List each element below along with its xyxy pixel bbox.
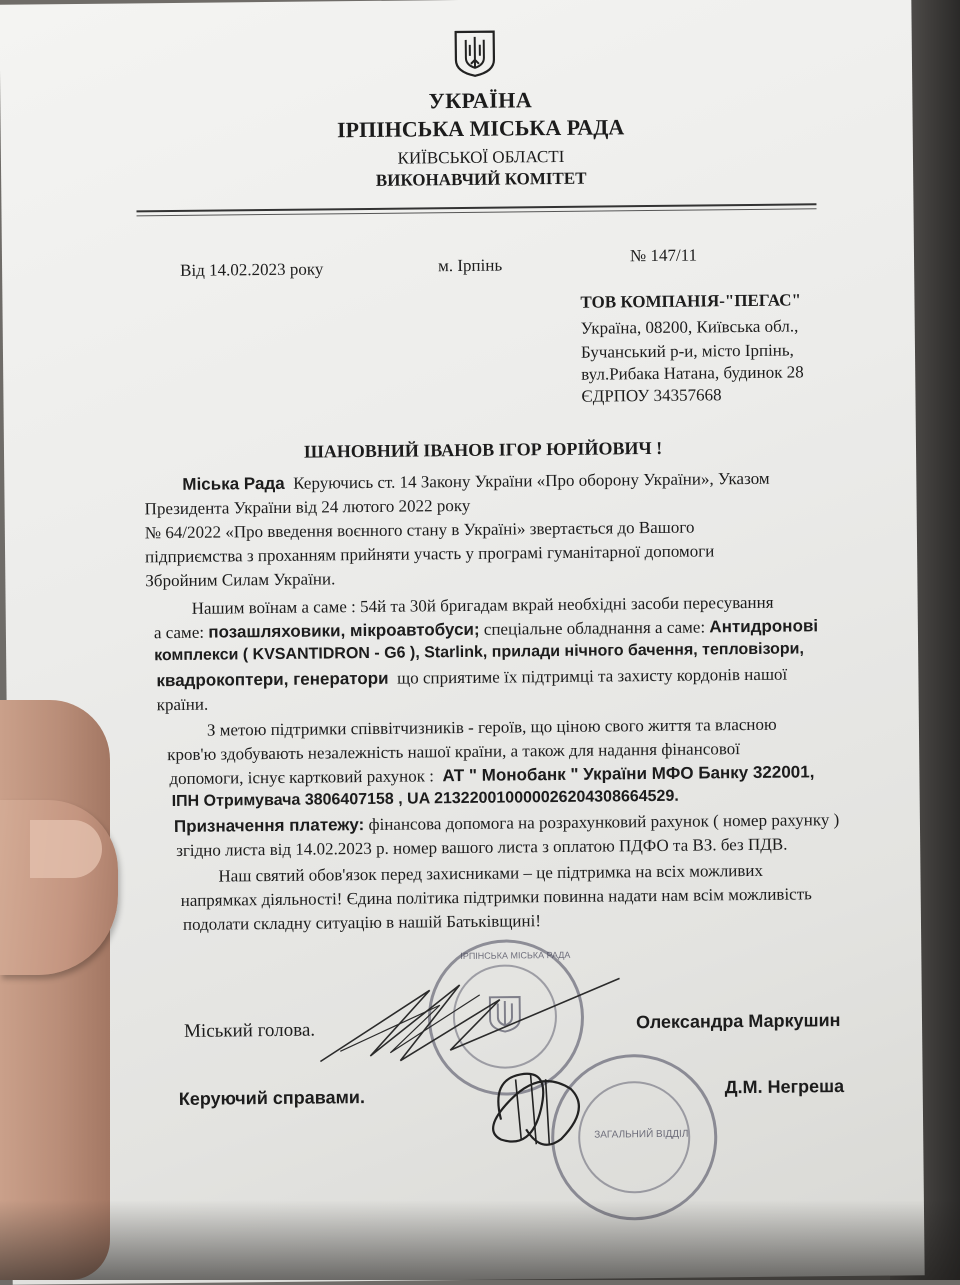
thumbnail bbox=[30, 820, 102, 878]
body-line: № 64/2022 «Про введення воєнного стану в Україні» звертається до Вашого bbox=[144, 517, 695, 543]
recipient-address-line1: Україна, 08200, Київська обл., bbox=[580, 316, 799, 338]
body-line: кров'ю здобувають незалежність нашої країни, а також для надання фінансової bbox=[167, 739, 741, 765]
body-line: Наш святий обов'язок перед захисниками – це підтримка на всіх можливих bbox=[218, 860, 764, 886]
body-line: Збройним Силам України. bbox=[145, 569, 336, 591]
body-line: напрямках діяльності! Єдина політика підтримки повинна надати нам всім можливість bbox=[180, 884, 812, 910]
header-country: УКРАЇНА bbox=[428, 87, 533, 114]
body-line: згідно листа від 14.02.2023 р. номер вашого листа з оплатою ПДФО та ВЗ. без ПДВ. bbox=[176, 834, 788, 861]
letter-number: № 147/11 bbox=[629, 245, 698, 266]
hand bbox=[0, 700, 110, 1280]
recipient-address-line2: Бучанський р-и, місто Ірпінь, bbox=[580, 340, 794, 362]
recipient-name: ТОВ КОМПАНІЯ-"ПЕГАС" bbox=[580, 290, 802, 312]
header-committee: ВИКОНАВЧИЙ КОМІТЕТ bbox=[375, 168, 587, 190]
letter-date: Від 14.02.2023 року bbox=[180, 259, 324, 280]
manager-name: Д.М. Негреша bbox=[724, 1076, 845, 1098]
recipient-code: ЄДРПОУ 34357668 bbox=[581, 385, 722, 406]
body-line: комплекси ( KVSANTIDRON - G6 ), Starlink, прилади нічного бачення, тепловізори, bbox=[154, 640, 804, 665]
body-line: Президента України від 24 лютого 2022 року bbox=[144, 495, 471, 519]
body-line: підприємства з проханням прийняти участь у програмі гуманітарної допомоги bbox=[145, 541, 715, 567]
body-line: З метою підтримки співвітчизників - героїв, що ціною свого життя та власною bbox=[206, 714, 777, 740]
body-line: подолати складну ситуацію в нашій Батьківщині! bbox=[182, 911, 542, 934]
council-stamp: ІРПІНСЬКА МІСЬКА РАДА bbox=[427, 939, 585, 1097]
body-line: країни. bbox=[156, 694, 209, 715]
body-line: Міська Рада Керуючись ст. 14 Закону України «Про оборону України», Указом bbox=[182, 468, 770, 494]
mayor-name: Олександра Маркушин bbox=[635, 1010, 841, 1033]
body-line: квадрокоптери, генератори що сприятиме їх підтримці та захисту кордонів нашої bbox=[156, 664, 788, 691]
body-line: ІПН Отримувача 3806407158 , UA 213220010000026204308664529. bbox=[171, 787, 679, 811]
trident-emblem-icon bbox=[452, 28, 499, 78]
manager-signature bbox=[480, 1059, 601, 1160]
mayor-signature bbox=[309, 958, 630, 1071]
body-line: а саме: позашляховики, мікроавтобуси; спеціальне обладнання а саме: Антидронові bbox=[153, 616, 819, 643]
mayor-title: Міський голова. bbox=[183, 1019, 316, 1042]
manager-title: Керуючий справами. bbox=[178, 1087, 366, 1109]
header-region: КИЇВСЬКОЇ ОБЛАСТІ bbox=[397, 146, 565, 168]
background-bottom bbox=[0, 1200, 960, 1280]
department-stamp: ЗАГАЛЬНИЙ ВІДДІЛ bbox=[550, 1053, 718, 1221]
body-line: Призначення платежу: фінансова допомога на розрахунковий рахунок ( номер рахунку ) bbox=[173, 810, 840, 837]
body-line: допомоги, існує картковий рахунок : АТ " Монобанк " України МФО Банку 322001, bbox=[169, 762, 815, 789]
salutation: ШАНОВНИЙ ІВАНОВ ІГОР ЮРІЙОВИЧ ! bbox=[303, 437, 663, 462]
letter-city: м. Ірпінь bbox=[437, 255, 503, 276]
header-council: ІРПІНСЬКА МІСЬКА РАДА bbox=[336, 114, 625, 143]
body-line: Нашим воїнам а саме : 54й та 30й бригадам вкрай необхідні засоби пересування bbox=[191, 592, 774, 618]
recipient-address-line3: вул.Рибака Натана, будинок 28 bbox=[581, 362, 804, 384]
